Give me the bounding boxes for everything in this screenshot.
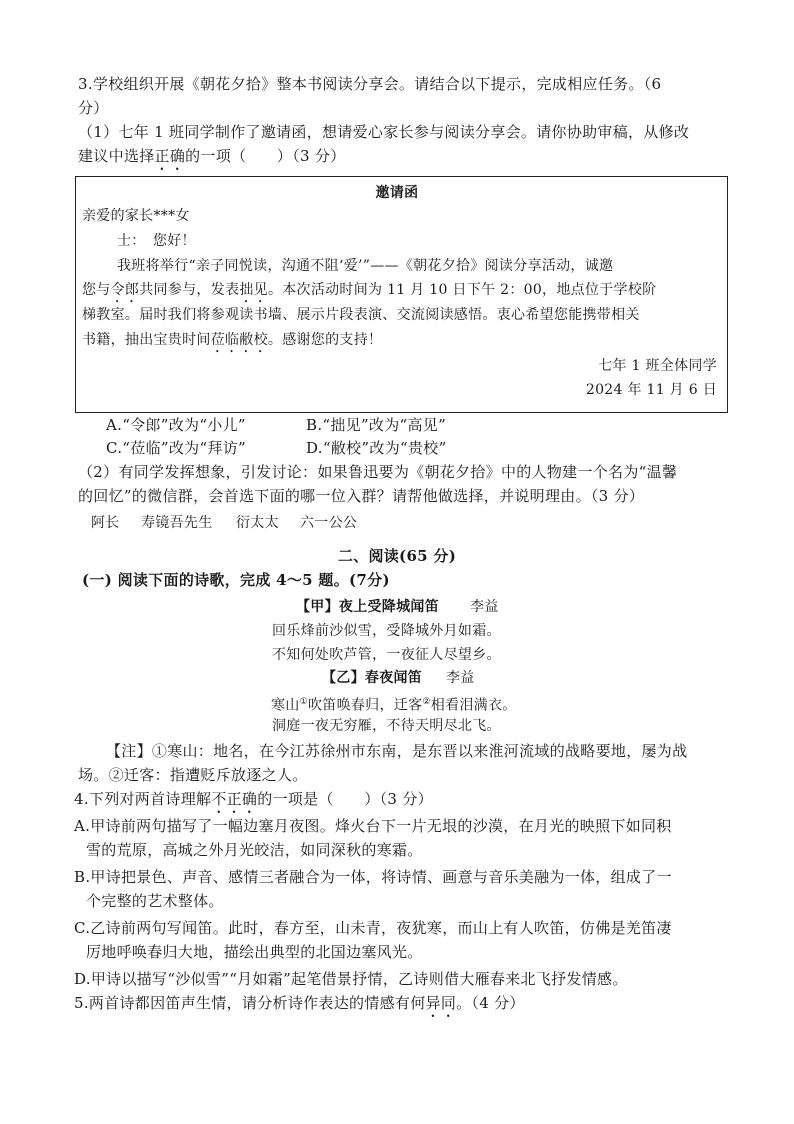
q5-stem: [74, 993, 525, 1021]
poem-a-author: 李益: [470, 599, 499, 615]
q3-sub2-line1: （2）有同学发挥想象，引发讨论：如果鲁迅要为《朝花夕拾》中的人物建一个名为“温馨: [78, 463, 678, 481]
q4-option-b-line2: 个完整的艺术整体。: [86, 892, 224, 910]
candidate-1: 阿长: [91, 515, 120, 531]
text: 4.下列对两首诗理解: [74, 790, 212, 808]
letter-signature: 七年 1 班全体同学: [598, 358, 717, 374]
poem-b-title: 【乙】春夜闻笛: [322, 670, 423, 686]
text: 吹笛唤春归，迁客: [307, 697, 423, 714]
emphasis-text: 异同: [425, 994, 457, 1012]
q3-stem-line2: 分）: [78, 99, 109, 117]
text: 。本次活动时间为 11 月 10 日下午 2：00，地点位于学校阶: [267, 282, 657, 298]
letter-title: 邀请函: [375, 185, 419, 201]
poem-a-line1: 回乐烽前沙似雪，受降城外月如霜。: [272, 623, 501, 639]
letter-date: 2024 年 11 月 6 日: [585, 382, 717, 398]
letter-body-line4: [82, 330, 382, 356]
footnote-mark: ①: [299, 697, 308, 707]
poem-b-author: 李益: [446, 670, 475, 686]
note-line1: 【注】①寒山：地名，在今江苏徐州市东南，是东晋以来淮河流域的战略要地，屡为战: [106, 742, 688, 760]
poem-a-title: 【甲】夜上受降城闻笛: [296, 599, 439, 615]
emphasis-text: 令郎: [110, 282, 140, 298]
text: 的一项是（ ）（3 分）: [257, 790, 433, 808]
q3-sub2-line2: 的回忆”的微信群，会首选下面的哪一位入群？请帮他做选择，并说明理由。（3 分）: [78, 487, 645, 505]
q4-option-a-line1: A.甲诗前两句描写了一幅边塞月夜图。烽火台下一片无垠的沙漠，在月光的映照下如同积: [74, 817, 672, 835]
option-c: C.“莅临”改为“拜访”: [106, 439, 246, 457]
text: 共同参与，发表: [139, 282, 240, 298]
candidate-3: 衍太太: [236, 515, 279, 531]
footnote-mark: ②: [422, 697, 431, 707]
emphasis-text: 拙见: [239, 282, 268, 298]
letter-body-line1: 我班将举行“亲子同悦读，沟通不阻‘爱’”——《朝花夕拾》阅读分享活动，诚邀: [117, 258, 614, 274]
text: 。（4 分）: [456, 994, 525, 1012]
q3-sub1-line2: [78, 146, 346, 174]
text: 书籍，抽出宝贵时间: [82, 332, 211, 348]
emphasis-text: 不正确: [211, 790, 258, 808]
text: 建议中选择: [78, 147, 155, 165]
q3-stem-line1: 3.学校组织开展《朝花夕拾》整本书阅读分享会。请结合以下提示，完成相应任务。（6: [78, 75, 662, 93]
q4-option-a-line2: 雪的荒原，高城之外月光皎洁，如同深秋的寒霜。: [86, 841, 423, 859]
candidate-4: 六一公公: [300, 515, 358, 531]
section-heading: 二、阅读(65 分): [337, 547, 457, 565]
text: 的一项（ ）（3 分）: [185, 147, 346, 165]
text: 。感谢您的支持！: [267, 332, 383, 348]
q4-option-c-line1: C.乙诗前两句写闻笛。此时，春方至，山未青，夜犹寒，而山上有人吹笛，仿佛是羌笛凄: [74, 919, 672, 937]
text: 您与: [82, 282, 111, 298]
poem-a-line2: 不知何处吹芦管，一夜征人尽望乡。: [272, 647, 501, 663]
candidate-2: 寿镜吾先生: [141, 515, 213, 531]
text: 寒山: [271, 697, 300, 714]
q4-stem: [74, 789, 433, 817]
letter-greeting-cont: 士： 您好！: [117, 233, 196, 249]
text: 5.两首诗都因笛声生情，请分析诗作表达的情感有何: [74, 994, 426, 1012]
note-line2: 场。②迁客：指遭贬斥放逐之人。: [78, 766, 308, 784]
q4-option-b-line1: B.甲诗把景色、声音、感情三者融合为一体，将诗情、画意与音乐美融为一体，组成了一: [74, 868, 672, 886]
letter-greeting: 亲爱的家长***女: [82, 208, 190, 224]
poem-b-line2: 洞庭一夜无穷雁，不待天明尽北飞。: [272, 718, 501, 734]
poem-b-line1: [271, 692, 517, 716]
text: 相看泪满衣。: [430, 697, 517, 714]
part-one-instruction: (一) 阅读下面的诗歌，完成 4～5 题。(7分): [82, 571, 390, 589]
emphasis-text: 莅临敝校: [210, 332, 268, 348]
letter-body-line2: [82, 280, 656, 306]
q3-sub1-line1: （1）七年 1 班同学制作了邀请函，想请爱心家长参与阅读分享会。请你协助审稿，从修改: [78, 123, 690, 141]
letter-body-line3: 梯教室。届时我们将参观读书墙、展示片段表演、交流阅读感悟。衷心希望您能携带相关: [82, 307, 640, 323]
option-b: B.“拙见”改为“高见”: [306, 416, 447, 434]
emphasis-text: 正确: [154, 147, 186, 165]
option-a: A.“令郎”改为“小儿”: [106, 416, 246, 434]
option-d: D.“敝校”改为“贵校”: [306, 439, 447, 457]
q4-option-d: D.甲诗以描写“沙似雪”“月如霜”起笔借景抒情，乙诗则借大雁春来北飞抒发情感。: [74, 970, 628, 988]
q4-option-c-line2: 厉地呼唤春归大地，描绘出典型的北国边塞风光。: [86, 943, 423, 961]
